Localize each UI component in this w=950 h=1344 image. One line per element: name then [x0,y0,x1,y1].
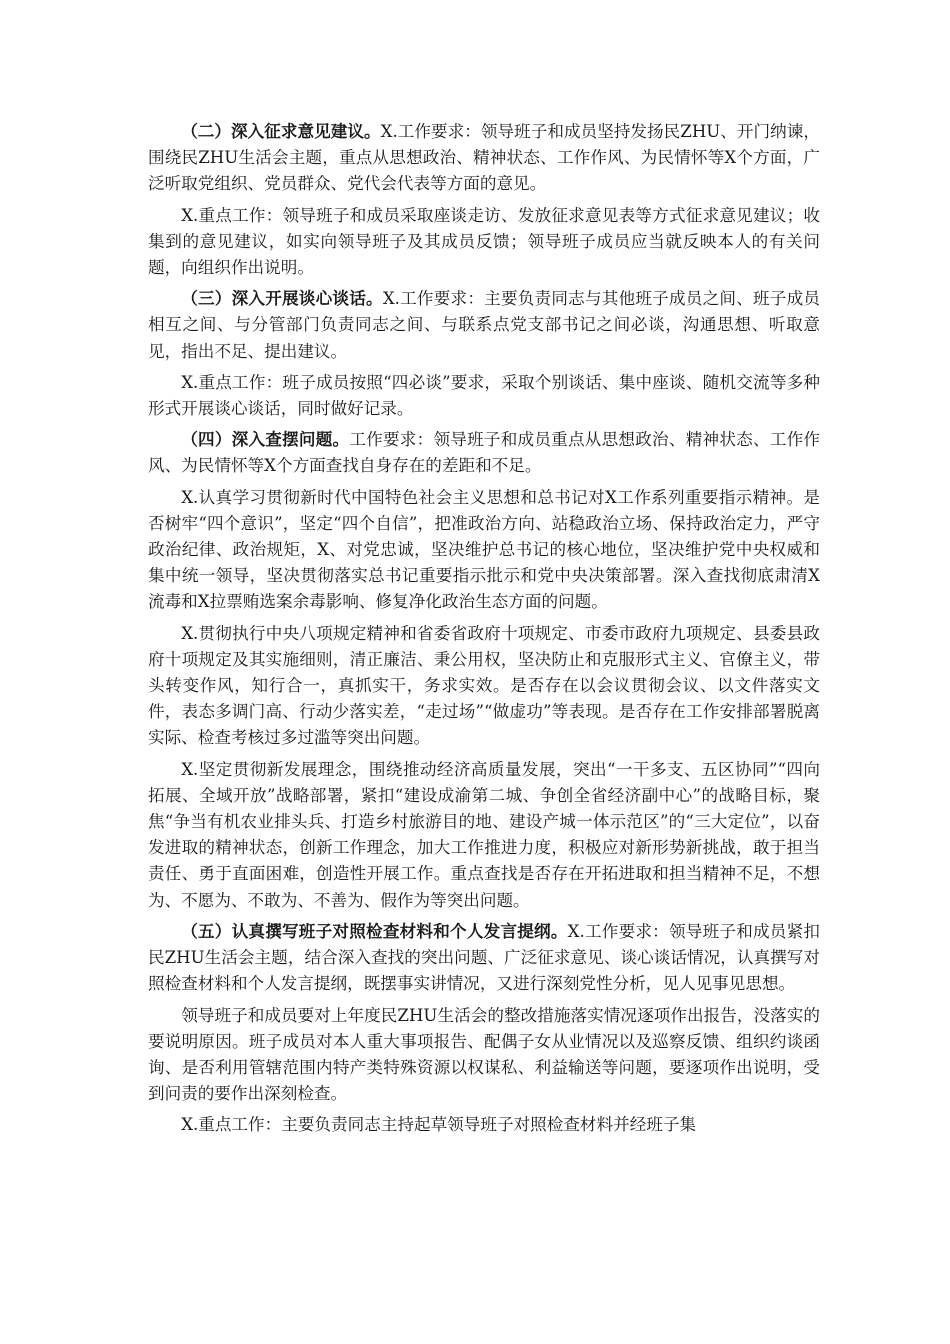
section-heading-2: （二）深入征求意见建议。 [181,122,381,141]
paragraph-5 [148,427,820,479]
paragraph-text: X.工作要求：主要负责同志与其他班子成员之间、班子成员相互之间、与分管部门负责同志之间、与联系点党支部书记之间必谈，沟通思想、听取意见，指出不足、提出建议。 [148,289,820,361]
section-heading-4: （四）深入查摆问题。 [181,430,350,450]
paragraph-7 [148,621,820,752]
paragraph-6 [148,485,820,616]
paragraph-11 [148,1112,820,1138]
document-body [148,119,820,1144]
paragraph-text: X.认真学习贯彻新时代中国特色社会主义思想和总书记对X工作系列重要指示精神。是否树牢“四个意识”，坚定“四个自信”，把准政治方向、站稳政治立场、保持政治定力，严守政治纪律、政治规矩，X、对党忠诚，坚决维护总书记的核心地位，坚决维护党中央权威和集中统一领导，坚决贯彻落实总书记重要指示批示和党中央决策部署。深入查找彻底肃清X流毒和X拉票贿选案余毒影响、修复净化政治生态方面的问题。 [148,487,820,612]
paragraph-10 [148,1003,820,1108]
paragraph-text: X.工作要求：领导班子和成员坚持发扬民ZHU、开门纳谏，围绕民ZHU生活会主题，重点从思想政治、精神状态、工作作风、为民情怀等X个方面，广泛听取党组织、党员群众、党代会代表等方面的意见。 [148,122,821,194]
paragraph-9 [148,919,820,998]
section-heading-3: （三）深入开展谈心谈话。 [181,289,383,309]
paragraph-1 [148,119,820,198]
paragraph-2 [148,203,820,282]
paragraph-text: X.重点工作：领导班子和成员采取座谈走访、发放征求意见表等方式征求意见建议；收集到的意见建议，如实向领导班子及其成员反馈；领导班子成员应当就反映本人的有关问题，向组织作出说明。 [148,205,820,278]
paragraph-text: 领导班子和成员要对上年度民ZHU生活会的整改措施落实情况逐项作出报告，没落实的要说明原因。班子成员对本人重大事项报告、配偶子女从业情况以及巡察反馈、组织约谈函询、是否利用管辖范围内特产类特殊资源以权谋私、利益输送等问题，要逐项作出说明，受到问责的要作出深刻检查。 [148,1005,820,1104]
paragraph-8 [148,757,820,914]
paragraph-3 [148,286,820,365]
section-heading-5: （五）认真撰写班子对照检查材料和个人发言提纲。 [181,921,568,941]
paragraph-text: X.坚定贯彻新发展理念，围绕推动经济高质量发展，突出“一干多支、五区协同”“四向拓展、全域开放”战略部署，紧扣“建设成渝第二城、争创全省经济副中心”的战略目标，聚焦“争当有机农业排头兵、打造乡村旅游目的地、建设产城一体示范区”的“三大定位”，以奋发进取的精神状态，创新工作理念，加大工作推进力度，积极应对新形势新挑战，敢于担当责任、勇于直面困难，创造性开展工作。重点查找是否存在开拓进取和担当精神不足，不想为、不愿为、不敢为、不善为、假作为等突出问题。 [148,759,820,910]
paragraph-text: 工作要求：领导班子和成员重点从思想政治、精神状态、工作作风、为民情怀等X个方面查找自身存在的差距和不足。 [148,430,821,476]
paragraph-text: X.重点工作：主要负责同志主持起草领导班子对照检查材料并经班子集 [181,1115,697,1135]
paragraph-text: X.工作要求：领导班子和成员紧扣民ZHU生活会主题，结合深入查找的突出问题、广泛征求意见、谈心谈话情况，认真撰写对照检查材料和个人发言提纲，既摆事实讲情况，又进行深刻党性分析，见人见事见思想。 [148,921,821,994]
paragraph-4 [148,370,820,422]
paragraph-text: X.重点工作：班子成员按照“四必谈”要求，采取个别谈话、集中座谈、随机交流等多种形式开展谈心谈话，同时做好记录。 [148,372,820,419]
paragraph-text: X.贯彻执行中央八项规定精神和省委省政府十项规定、市委市政府九项规定、县委县政府十项规定及其实施细则，清正廉洁、秉公用权，坚决防止和克服形式主义、官僚主义，带头转变作风，知行合一，真抓实干，务求实效。是否存在以会议贯彻会议、以文件落实文件，表态多调门高、行动少落实差，“走过场”“做虚功”等表现。是否存在工作安排部署脱离实际、检查考核过多过滥等突出问题。 [148,623,820,748]
